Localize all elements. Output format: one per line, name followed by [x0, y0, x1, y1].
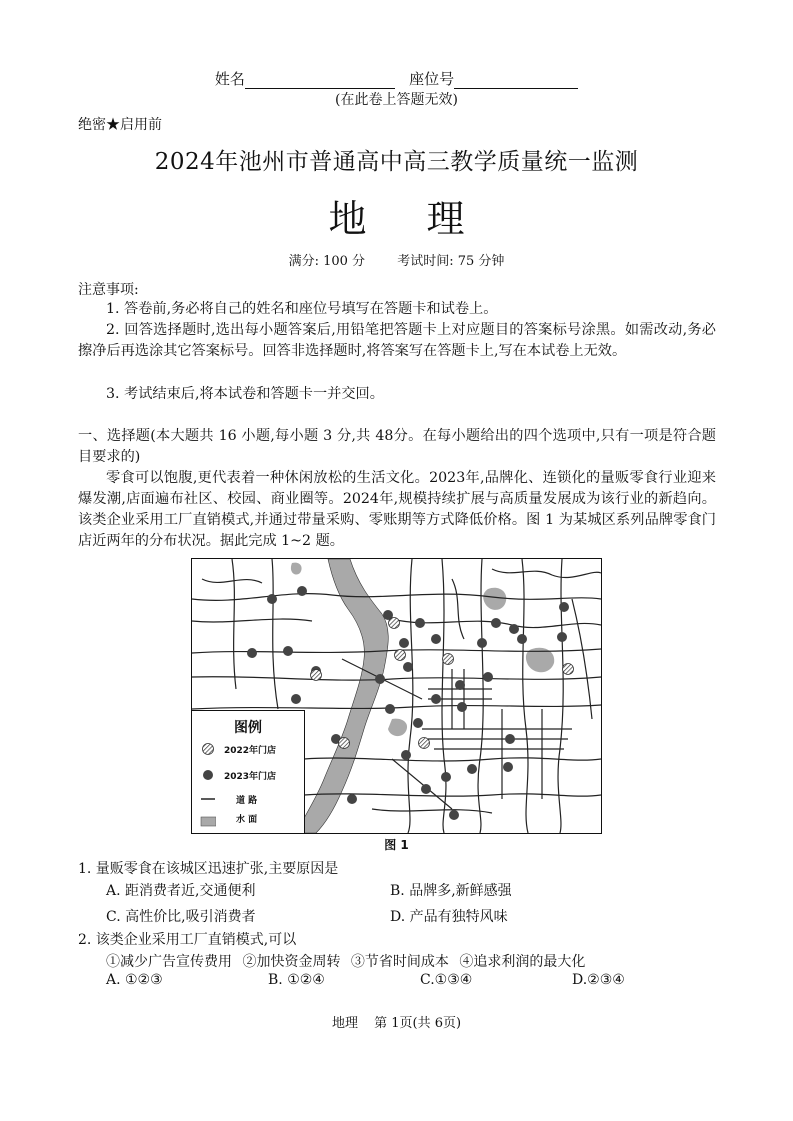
legend-symbols: [200, 741, 216, 827]
store-2023: [483, 672, 493, 682]
seat-blank: [454, 72, 578, 89]
q1-option-b: B. 品牌多,新鲜感强: [390, 883, 512, 899]
store-2023: [449, 810, 459, 820]
page-footer: [0, 1012, 793, 1031]
note-item: 1. 答卷前,务必将自己的姓名和座位号填写在答题卡和试卷上。: [106, 301, 498, 317]
legend-hatched-dot: [203, 744, 214, 755]
store-2023: [403, 662, 413, 672]
store-2023: [505, 734, 515, 744]
pond: [483, 588, 506, 610]
q1-option-a: A. 距消费者近,交通便利: [106, 883, 256, 899]
store-2022: [443, 654, 454, 665]
figure-caption: 图 1: [384, 838, 409, 852]
store-map: [191, 558, 602, 834]
store-2022: [389, 618, 400, 629]
store-2023: [477, 638, 487, 648]
store-2023: [291, 694, 301, 704]
question-1-stem: 1. 量贩零食在该城区迅速扩张,主要原因是: [78, 861, 339, 877]
store-2023: [267, 594, 277, 604]
store-2023: [385, 704, 395, 714]
subject-title: 地 理: [328, 197, 489, 241]
exam-title: 2024年池州市普通高中高三教学质量统一监测: [154, 149, 639, 175]
store-2023: [413, 718, 423, 728]
store-2023: [375, 674, 385, 684]
store-2023: [467, 764, 477, 774]
store-2022: [395, 650, 406, 661]
store-2023: [415, 618, 425, 628]
store-2023: [421, 784, 431, 794]
store-2023: [457, 702, 467, 712]
name-seat-line: [0, 68, 793, 89]
note-item: 2. 回答选择题时,选出每小题答案后,用铅笔把答题卡上对应题目的答案标号涂黑。如需改动,务必擦净后再选涂其它答案标号。回答非选择题时,将答案写在答题卡上,写在本试卷上无效。: [78, 322, 716, 359]
exam-meta: [0, 250, 793, 269]
store-2023: [517, 634, 527, 644]
store-2023: [441, 772, 451, 782]
store-2022: [339, 738, 350, 749]
section-intro: 一、选择题(本大题共 16 小题,每小题 3 分,共 48分。在每小题给出的四个选项中,只有一项是符合题目要求的): [78, 428, 716, 465]
footer-page: 第 1页(共 6页): [374, 1016, 462, 1031]
legend-label-water: 水 面: [236, 815, 258, 825]
store-2023: [399, 638, 409, 648]
store-2023: [559, 602, 569, 612]
store-2023: [431, 694, 441, 704]
store-2023: [503, 762, 513, 772]
q1-option-d: D. 产品有独特风味: [390, 909, 508, 925]
store-2022: [563, 664, 574, 675]
name-label: 姓名: [214, 70, 245, 88]
passage: 零食可以饱腹,更代表着一种休闲放松的生活文化。2023年,品牌化、连锁化的量贩零食行业迎来爆发潮,店面遍布社区、校园、商业圈等。2024年,规模持续扩展与高质量发展成为该行业的新趋向。该类企业采用工厂直销模式,并通过带量采购、零账期等方式降低价格。图 1 为某城区系列品牌零食门店近两年的分布状况。据此完成 1~2 题。: [78, 470, 716, 549]
legend-label-road: 道 路: [236, 796, 258, 806]
secret-mark: 绝密★启用前: [78, 117, 162, 133]
q2-statements: ①减少广告宣传费用 ②加快资金周转 ③节省时间成本 ④追求利润的最大化: [106, 954, 586, 970]
q1-option-c: C. 高性价比,吸引消费者: [106, 909, 256, 925]
q2-option-b: B. ①②④: [268, 972, 325, 988]
pond: [388, 719, 407, 736]
invalid-note: (在此卷上答题无效): [335, 92, 458, 108]
question-2-stem: 2. 该类企业采用工厂直销模式,可以: [78, 932, 297, 948]
q2-option-a: A. ①②③: [106, 972, 163, 988]
notes-heading: 注意事项:: [78, 282, 139, 298]
store-2023: [401, 750, 411, 760]
pond: [291, 563, 302, 575]
river: [296, 559, 388, 833]
legend-label-2022: 2022年门店: [224, 746, 277, 756]
name-blank: [245, 72, 395, 89]
store-2023: [347, 794, 357, 804]
seat-label: 座位号: [409, 70, 455, 88]
q2-option-d: D.②③④: [572, 972, 625, 988]
map-legend: [192, 710, 305, 833]
store-2023: [455, 680, 465, 690]
legend-title: 图例: [234, 720, 262, 736]
store-2023: [509, 624, 519, 634]
store-2022: [311, 670, 322, 681]
footer-subject: 地理: [331, 1016, 358, 1031]
store-2022: [419, 738, 430, 749]
store-2023: [557, 632, 567, 642]
store-2023: [283, 646, 293, 656]
store-2023: [247, 648, 257, 658]
note-item: 3. 考试结束后,将本试卷和答题卡一并交回。: [106, 386, 384, 402]
legend-water-swatch: [201, 817, 216, 826]
legend-label-2023: 2023年门店: [224, 772, 277, 782]
store-2023: [431, 634, 441, 644]
legend-solid-dot: [203, 770, 213, 780]
exam-time: 考试时间: 75 分钟: [397, 254, 505, 269]
store-2023: [297, 586, 307, 596]
store-2023: [491, 618, 501, 628]
full-score: 满分: 100 分: [288, 254, 366, 269]
q2-option-c: C.①③④: [420, 972, 473, 988]
